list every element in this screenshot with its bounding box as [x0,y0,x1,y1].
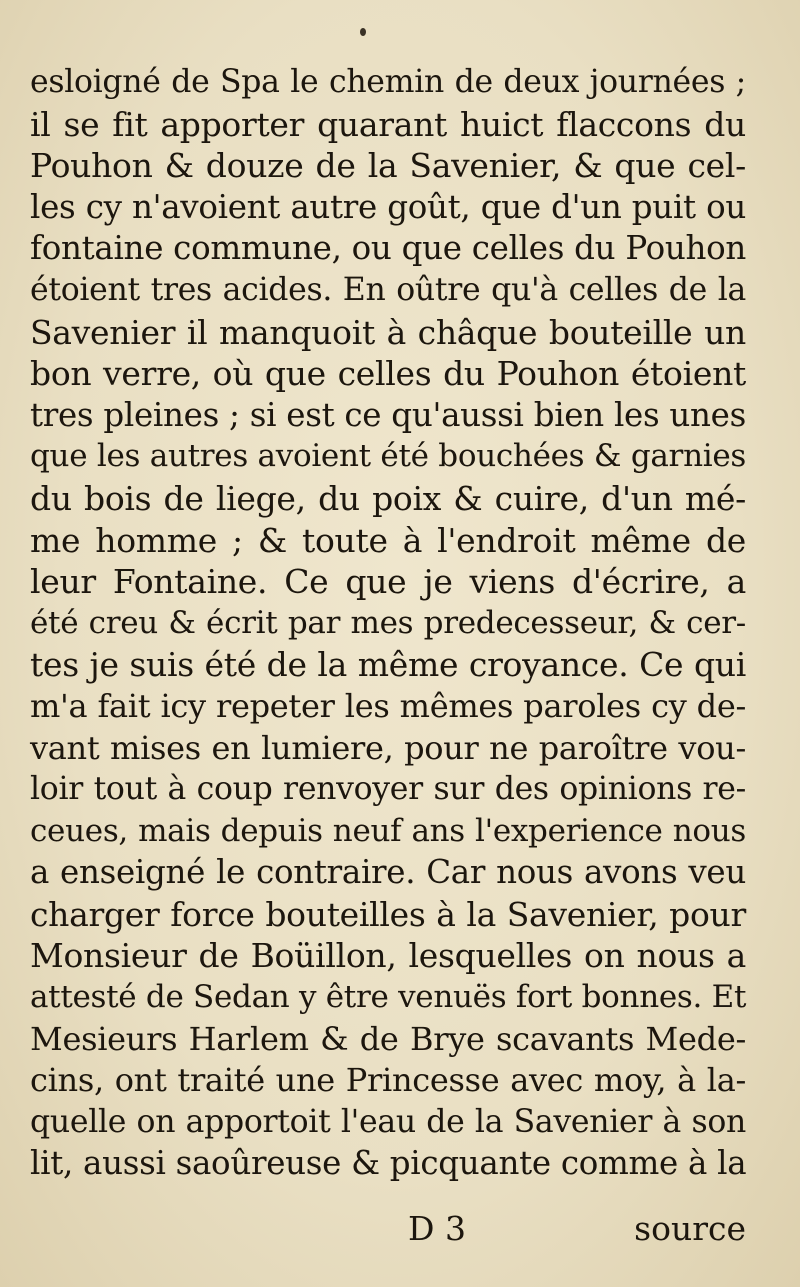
body-text [30,62,746,1185]
page-footer [30,1207,746,1251]
text-line: Mesieurs Harlem & de Brye scavants Mede- [30,1019,746,1058]
catchword: source [634,1209,746,1248]
text-line: été creu & écrit par mes predecesseur, & cer- [30,604,746,641]
text-line: vant mises en lumiere, pour ne paroître vou- [30,728,746,767]
text-line: bon verre, où que celles du Pouhon étoient [30,354,746,394]
text-line: a enseigné le contraire. Car nous avons veu [30,853,746,892]
text-line: loir tout à coup renvoyer sur des opinions re- [30,771,746,808]
text-line: cins, ont traité une Princesse avec moy, à la- [30,1061,746,1100]
text-line: attesté de Sedan y être venuës fort bonnes. Et [30,979,747,1016]
text-line: Monsieur de Boüillon, lesquelles on nous a [30,936,746,976]
text-line: du bois de liege, du poix & cuire, d'un mé- [30,478,746,518]
text-line: quelle on apportoit l'eau de la Savenier à son [30,1103,746,1140]
text-line: m'a fait icy repeter les mêmes paroles cy de- [30,686,746,725]
text-line: charger force bouteilles à la Savenier, pour [30,894,746,934]
text-line: fontaine commune, ou que celles du Pouhon [30,229,746,268]
ink-speck [360,28,366,36]
text-line: ceues, mais depuis neuf ans l'experience nous [30,812,746,849]
text-line: il se fit apporter quarant huict flaccons du [30,104,746,144]
text-line: étoient tres acides. En oûtre qu'à celles de la [30,271,746,308]
text-line: les cy n'avoient autre goût, que d'un puit ou [30,187,746,226]
text-line: Pouhon & douze de la Savenier, & que cel- [30,146,746,186]
text-line: Savenier il manquoit à châque bouteille un [30,312,746,352]
text-line: esloigné de Spa le chemin de deux journées ; [30,64,746,100]
signature-mark: D 3 [408,1209,466,1248]
text-line: me homme ; & toute à l'endroit même de [30,520,746,560]
text-line: tres pleines ; si est ce qu'aussi bien les unes [30,395,746,434]
text-line: leur Fontaine. Ce que je viens d'écrire, a [30,562,746,602]
text-line: que les autres avoient été bouchées & garnies [30,438,746,475]
text-line: tes je suis été de la même croyance. Ce qui [30,645,746,685]
text-line: lit, aussi saoûreuse & picquante comme à la [30,1144,747,1183]
